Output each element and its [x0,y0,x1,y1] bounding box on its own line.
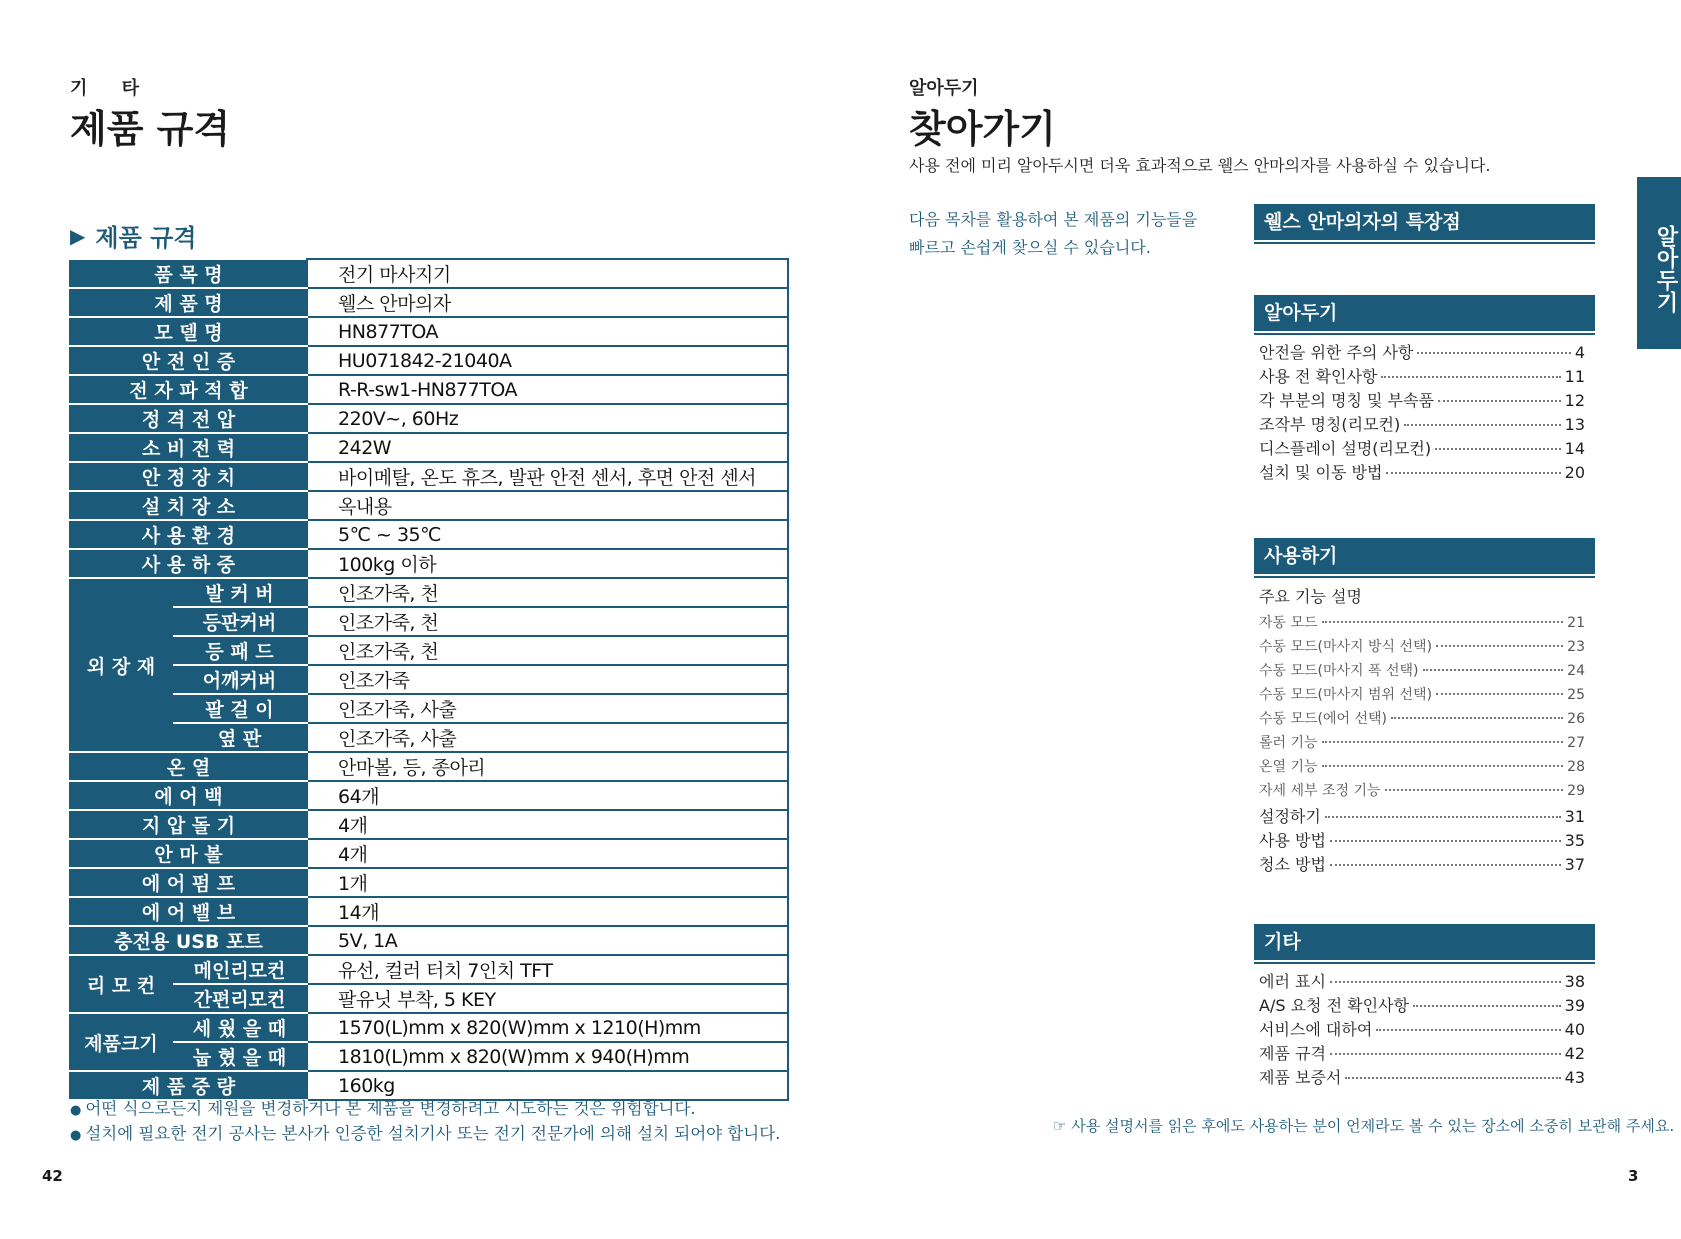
toc-item[interactable] [1259,364,1585,388]
toc-item[interactable] [1259,780,1585,804]
toc-leader-dots [1345,1077,1560,1079]
note-item: ● 설치에 필요한 전기 공사는 본사가 인증한 설치기사 또는 전기 전문가에 의해 설치 되어야 합니다. [70,1122,780,1147]
toc-leader-dots [1438,400,1561,402]
spec-row [70,520,788,549]
toc-leader-dots [1330,840,1561,842]
spec-sub-label: 어깨커버 [172,665,307,694]
toc-list-etc [1259,969,1585,1089]
spec-value: 242W [307,433,788,462]
spec-label: 모 델 명 [70,317,307,346]
toc-item-title: 설치 및 이동 방법 [1259,463,1383,482]
page-number-right: 3 [1628,1167,1639,1185]
spec-section-heading [70,218,196,253]
spec-row [70,1071,788,1100]
spec-label: 사 용 하 중 [70,549,307,578]
toc-item-page: 25 [1567,687,1585,703]
spec-group-label: 외 장 재 [70,578,172,752]
spec-value: 14개 [307,897,788,926]
toc-item[interactable] [1259,612,1585,636]
spec-label: 사 용 환 경 [70,520,307,549]
toc-item[interactable] [1259,388,1585,412]
toc-leader-dots [1423,669,1564,671]
spec-label: 설 치 장 소 [70,491,307,520]
toc-item-page: 4 [1574,343,1585,362]
toc-item-title: 제품 규격 [1259,1044,1326,1063]
intro-line: 다음 목차를 활용하여 본 제품의 기능들을 [909,210,1198,229]
spec-row [70,723,788,752]
spec-row [70,897,788,926]
spec-label: 정 격 전 압 [70,404,307,433]
toc-item-page: 31 [1564,807,1585,826]
toc-item-page: 26 [1567,711,1585,727]
toc-item-title: 자세 세부 조정 기능 [1259,783,1381,799]
spec-label: 에 어 펌 프 [70,868,307,897]
right-page-title: 찾아가기 [909,107,1056,151]
toc-item[interactable] [1259,804,1585,828]
toc-item[interactable] [1259,684,1585,708]
spec-value: 인조가죽, 사출 [307,723,788,752]
spec-row [70,1042,788,1071]
toc-leader-dots [1376,1029,1560,1031]
spec-value: 전기 마사지기 [307,259,788,288]
toc-item-title: 조작부 명칭(리모컨) [1259,415,1401,434]
toc-leader-dots [1391,717,1563,719]
spec-value: 인조가죽, 천 [307,578,788,607]
toc-leader-dots [1436,645,1563,647]
toc-bar-features[interactable]: 웰스 안마의자의 특장점 [1254,204,1595,240]
spec-group-label: 제품크기 [70,1013,172,1071]
spec-label: 에 어 밸 브 [70,897,307,926]
toc-bar-etc[interactable]: 기타 [1254,924,1595,960]
spec-row [70,491,788,520]
spec-label: 에 어 백 [70,781,307,810]
toc-item-page: 40 [1564,1020,1585,1039]
spec-label: 전 자 파 적 합 [70,375,307,404]
toc-item-page: 23 [1567,639,1585,655]
spec-value: R-R-sw1-HN877TOA [307,375,788,404]
toc-item-page: 38 [1564,972,1585,991]
spec-row [70,926,788,955]
toc-item[interactable] [1259,732,1585,756]
spec-row [70,317,788,346]
spec-label: 품 목 명 [70,259,307,288]
toc-item-title: 수동 모드(에어 선택) [1259,711,1388,727]
spec-label: 온 열 [70,752,307,781]
spec-row [70,839,788,868]
spec-value: 인조가죽, 사출 [307,694,788,723]
side-tab-label[interactable]: 알아두기 [1637,177,1681,349]
right-page-category: 알아두기 [909,78,979,99]
spec-row [70,752,788,781]
spec-section-title: 제품 규격 [95,224,197,252]
toc-item[interactable] [1259,340,1585,364]
toc-item-title: 각 부분의 명칭 및 부속품 [1259,391,1434,410]
page-number-left: 42 [42,1167,63,1185]
spec-label: 안 정 장 치 [70,462,307,491]
toc-leader-dots [1404,424,1560,426]
spec-sub-label: 세 웠 을 때 [172,1013,307,1042]
spec-row [70,404,788,433]
spec-label: 제 품 중 량 [70,1071,307,1100]
toc-item-title: 디스플레이 설명(리모컨) [1259,439,1432,458]
toc-item[interactable] [1259,1017,1585,1041]
spec-value: HN877TOA [307,317,788,346]
spec-sub-label: 등판커버 [172,607,307,636]
note-item: ● 어떤 식으로든지 제원을 변경하거나 본 제품을 변경하려고 시도하는 것은 위험합니다. [70,1097,780,1122]
spec-value: 유선, 컬러 터치 7인치 TFT [307,955,788,984]
spec-row [70,1013,788,1042]
toc-leader-dots [1381,376,1560,378]
toc-item-page: 24 [1567,663,1585,679]
spec-value: 1810(L)mm x 820(W)mm x 940(H)mm [307,1042,788,1071]
toc-item-page: 39 [1564,996,1585,1015]
warning-notes [70,1097,780,1147]
left-page-title: 제품 규격 [70,107,231,151]
spec-value: 5V, 1A [307,926,788,955]
spec-value: 1개 [307,868,788,897]
toc-leader-dots [1385,789,1564,791]
toc-item[interactable] [1259,1041,1585,1065]
toc-item[interactable] [1259,460,1585,484]
spec-row [70,636,788,665]
toc-leader-dots [1413,1005,1561,1007]
toc-leader-dots [1330,864,1561,866]
toc-item-page: 13 [1564,415,1585,434]
toc-item-title: 제품 보증서 [1259,1068,1342,1087]
toc-list-know [1259,340,1585,484]
spec-sub-label: 간편리모컨 [172,984,307,1013]
spec-value: 인조가죽 [307,665,788,694]
spec-value: 인조가죽, 천 [307,607,788,636]
spec-value: 100kg 이하 [307,549,788,578]
spec-row [70,810,788,839]
toc-item-page: 12 [1564,391,1585,410]
toc-item-title: 수동 모드(마사지 방식 선택) [1259,639,1433,655]
spec-sub-label: 팔 걸 이 [172,694,307,723]
toc-item[interactable] [1259,969,1585,993]
spec-row [70,578,788,607]
toc-item-page: 43 [1564,1068,1585,1087]
spec-row [70,346,788,375]
toc-item-title: 사용 전 확인사항 [1259,367,1378,386]
spec-label: 안 마 볼 [70,839,307,868]
toc-item-title: 설정하기 [1259,807,1321,826]
toc-item-page: 21 [1567,615,1585,631]
triangle-marker-icon: ▶ [70,223,86,248]
toc-item-title: 에러 표시 [1259,972,1326,991]
toc-item-page: 20 [1564,463,1585,482]
toc-item-title: 롤러 기능 [1259,735,1318,751]
toc-bar-use[interactable]: 사용하기 [1254,538,1595,574]
toc-bar-know[interactable]: 알아두기 [1254,295,1595,331]
spec-row [70,984,788,1013]
spec-value: 안마볼, 등, 종아리 [307,752,788,781]
left-page-category: 기 타 [70,78,154,99]
toc-leader-dots [1435,448,1561,450]
spec-sub-label: 메인리모컨 [172,955,307,984]
right-page-description: 사용 전에 미리 알아두시면 더욱 효과적으로 웰스 안마의자를 사용하실 수 있습니다. [909,156,1491,175]
toc-item[interactable] [1259,828,1585,852]
toc-item[interactable] [1259,1065,1585,1089]
toc-item-title: 자동 모드 [1259,615,1318,631]
toc-subheading: 주요 기능 설명 [1259,587,1362,606]
spec-label: 충전용 USB 포트 [70,926,307,955]
spec-row [70,433,788,462]
spec-value: 5℃ ~ 35℃ [307,520,788,549]
toc-item-title: A/S 요청 전 확인사항 [1259,996,1409,1015]
spec-value: 4개 [307,810,788,839]
spec-row [70,665,788,694]
toc-leader-dots [1330,1053,1561,1055]
toc-item[interactable] [1259,708,1585,732]
spec-row [70,607,788,636]
spec-value: 1570(L)mm x 820(W)mm x 1210(H)mm [307,1013,788,1042]
toc-item-page: 29 [1567,783,1585,799]
spec-row [70,288,788,317]
storage-footnote: ☞ 사용 설명서를 읽은 후에도 사용하는 분이 언제라도 볼 수 있는 장소에 소중히 보관해 주세요. [1053,1117,1675,1135]
toc-item-title: 청소 방법 [1259,855,1326,874]
toc-item[interactable] [1259,660,1585,684]
toc-leader-dots [1386,472,1560,474]
spec-value: 220V~, 60Hz [307,404,788,433]
toc-item[interactable] [1259,636,1585,660]
spec-row [70,259,788,288]
spec-label: 안 전 인 증 [70,346,307,375]
toc-item-title: 사용 방법 [1259,831,1326,850]
spec-label: 지 압 돌 기 [70,810,307,839]
toc-list-use [1259,584,1585,876]
toc-item-title: 수동 모드(마사지 폭 선택) [1259,663,1419,679]
toc-item[interactable] [1259,412,1585,436]
toc-item-title: 서비스에 대하여 [1259,1020,1373,1039]
spec-sub-label: 등 패 드 [172,636,307,665]
spec-table [69,258,789,1101]
spec-row [70,549,788,578]
toc-leader-dots [1417,352,1570,354]
spec-value: 바이메탈, 온도 휴즈, 발판 안전 센서, 후면 안전 센서 [307,462,788,491]
toc-item[interactable] [1259,436,1585,460]
toc-item[interactable] [1259,756,1585,780]
spec-value: 160kg [307,1071,788,1100]
spec-label: 소 비 전 력 [70,433,307,462]
spec-row [70,694,788,723]
spec-value: 64개 [307,781,788,810]
spec-sub-label: 발 커 버 [172,578,307,607]
toc-item-page: 27 [1567,735,1585,751]
toc-leader-dots [1322,741,1564,743]
spec-row [70,868,788,897]
spec-value: 4개 [307,839,788,868]
toc-item-title: 온열 기능 [1259,759,1318,775]
spec-value: 인조가죽, 천 [307,636,788,665]
toc-item[interactable] [1259,993,1585,1017]
toc-item-page: 28 [1567,759,1585,775]
toc-item[interactable] [1259,852,1585,876]
toc-item-page: 42 [1564,1044,1585,1063]
spec-row [70,781,788,810]
toc-item-page: 14 [1564,439,1585,458]
spec-row [70,375,788,404]
spec-row [70,462,788,491]
toc-item-title: 안전을 위한 주의 사항 [1259,343,1414,362]
toc-item-page: 37 [1564,855,1585,874]
spec-value: HU071842-21040A [307,346,788,375]
toc-leader-dots [1330,981,1561,983]
spec-value: 팔유닛 부착, 5 KEY [307,984,788,1013]
toc-item-title: 수동 모드(마사지 범위 선택) [1259,687,1433,703]
spec-value: 웰스 안마의자 [307,288,788,317]
spec-sub-label: 눕 혔 을 때 [172,1042,307,1071]
toc-leader-dots [1325,816,1561,818]
toc-leader-dots [1436,693,1563,695]
spec-sub-label: 옆 판 [172,723,307,752]
toc-item-page: 35 [1564,831,1585,850]
spec-group-label: 리 모 컨 [70,955,172,1013]
spec-row [70,955,788,984]
toc-item-page: 11 [1564,367,1585,386]
spec-label: 제 품 명 [70,288,307,317]
toc-leader-dots [1322,765,1564,767]
intro-line: 빠르고 손쉽게 찾으실 수 있습니다. [909,238,1151,257]
toc-intro [909,206,1197,262]
spec-value: 옥내용 [307,491,788,520]
toc-leader-dots [1322,621,1564,623]
